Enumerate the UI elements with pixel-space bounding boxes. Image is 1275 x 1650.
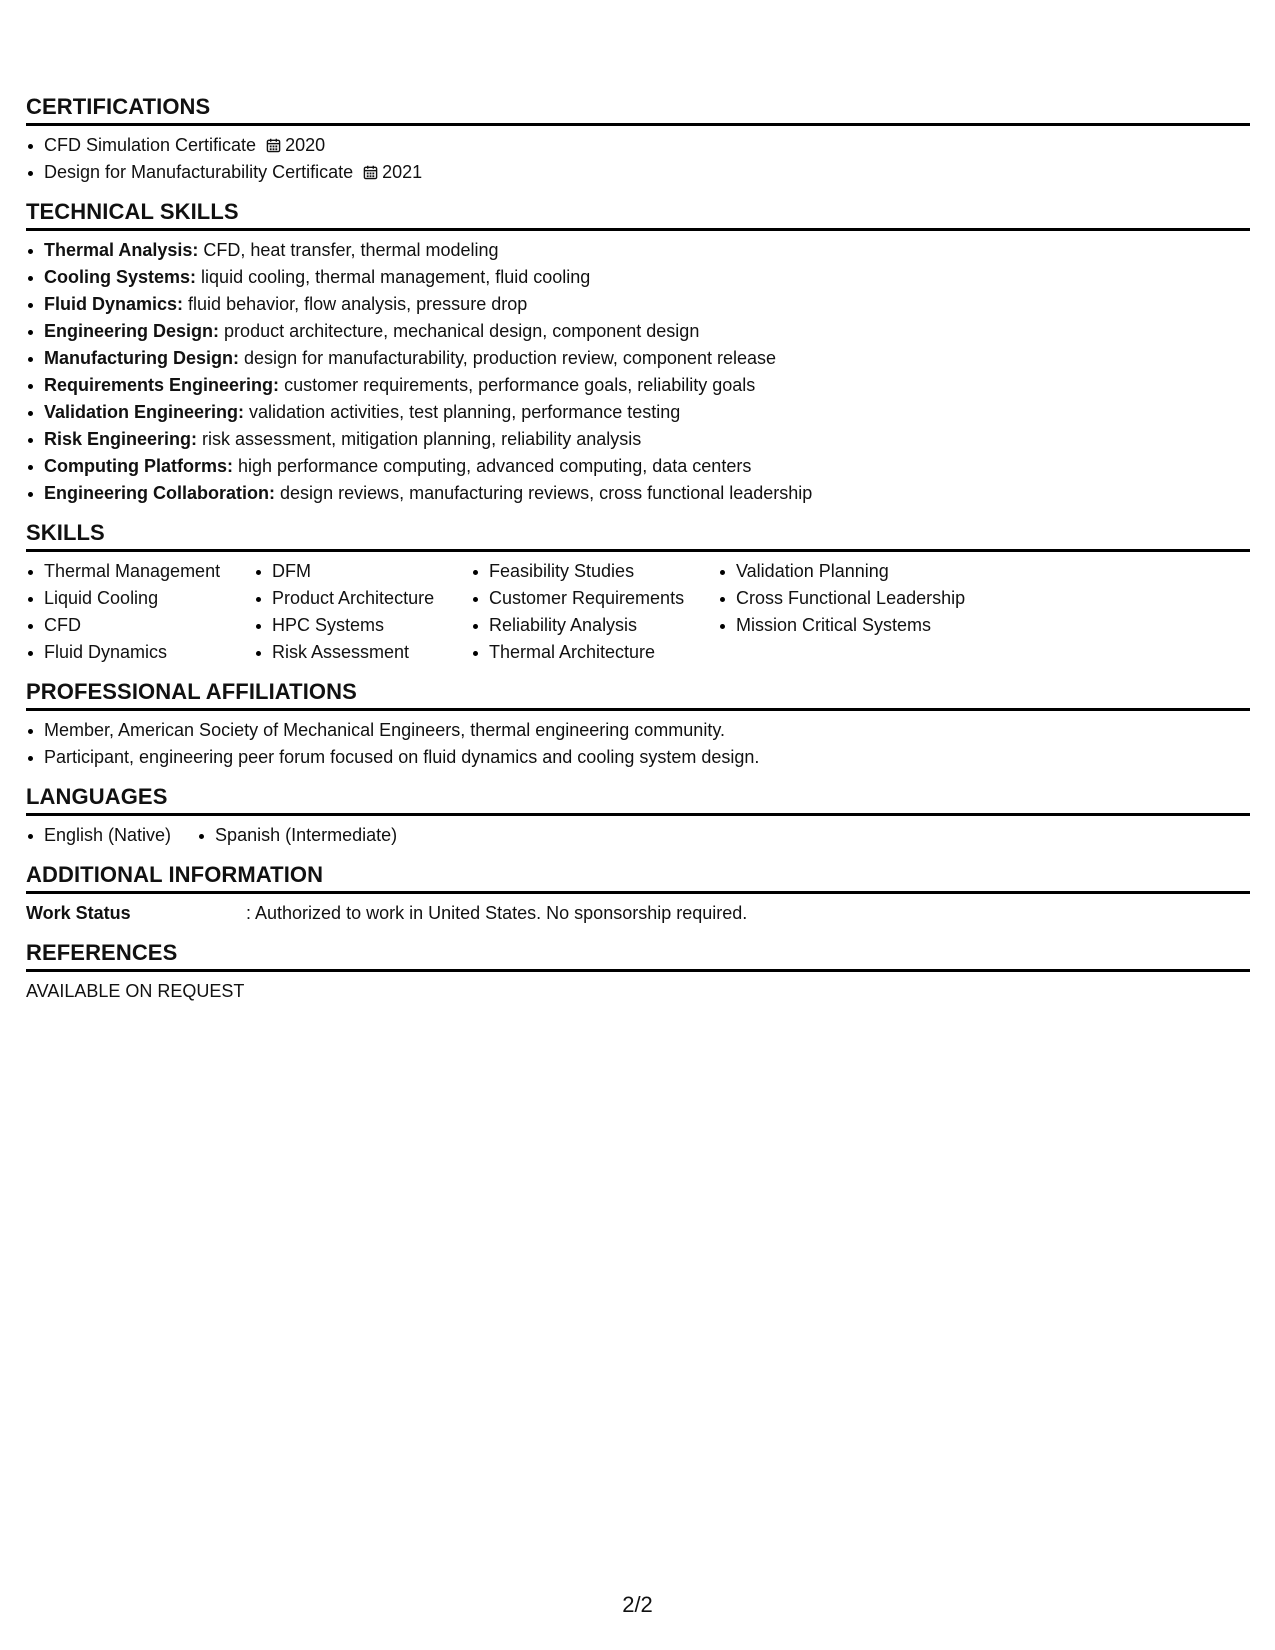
section-gap bbox=[26, 927, 1250, 940]
list-item: English (Native) bbox=[26, 822, 171, 849]
list-item: DFM bbox=[254, 558, 471, 585]
list-item: Thermal Architecture bbox=[471, 639, 718, 666]
page-number: 2/2 bbox=[622, 1592, 653, 1617]
skill-label: Risk Engineering: bbox=[44, 429, 198, 449]
section-title: TECHNICAL SKILLS bbox=[26, 199, 1250, 231]
section-gap bbox=[26, 771, 1250, 784]
list-item: Spanish (Intermediate) bbox=[197, 822, 397, 849]
skills-column bbox=[26, 558, 254, 666]
skills-column bbox=[254, 558, 471, 666]
skill-label: Validation Engineering: bbox=[44, 402, 245, 422]
technical-skills-section bbox=[26, 199, 1250, 507]
list-item: Cross Functional Leadership bbox=[718, 585, 1018, 612]
languages-row bbox=[26, 816, 1250, 849]
references-text: AVAILABLE ON REQUEST bbox=[26, 981, 245, 1001]
skill-label: Thermal Analysis: bbox=[44, 240, 199, 260]
list-item bbox=[26, 453, 1250, 480]
list-item: Feasibility Studies bbox=[471, 558, 718, 585]
list-item bbox=[26, 480, 1250, 507]
section-gap bbox=[26, 507, 1250, 520]
skill-label: Fluid Dynamics: bbox=[44, 294, 184, 314]
work-status-label: Work Status bbox=[26, 903, 131, 923]
skills-grid bbox=[26, 552, 1250, 666]
affiliations-list bbox=[26, 711, 1250, 771]
list-item: Validation Planning bbox=[718, 558, 1018, 585]
list-item: HPC Systems bbox=[254, 612, 471, 639]
references-section bbox=[26, 940, 1250, 1005]
list-item bbox=[26, 399, 1250, 426]
skill-label: Engineering Collaboration: bbox=[44, 483, 276, 503]
list-item: Customer Requirements bbox=[471, 585, 718, 612]
list-item bbox=[26, 132, 1250, 159]
calendar-icon bbox=[363, 165, 378, 180]
list-item: Fluid Dynamics bbox=[26, 639, 254, 666]
certifications-section bbox=[26, 94, 1250, 186]
list-item bbox=[26, 318, 1250, 345]
skill-text: liquid cooling, thermal management, fluid cooling bbox=[201, 267, 591, 287]
section-gap bbox=[26, 666, 1250, 679]
languages-list bbox=[26, 822, 423, 849]
calendar-icon bbox=[266, 138, 281, 153]
skills-column bbox=[471, 558, 718, 666]
skill-text: customer requirements, performance goals, reliability goals bbox=[284, 375, 756, 395]
skills-column bbox=[718, 558, 1018, 666]
list-item bbox=[26, 237, 1250, 264]
skill-text: high performance computing, advanced computing, data centers bbox=[238, 456, 752, 476]
list-item: Risk Assessment bbox=[254, 639, 471, 666]
certifications-list bbox=[26, 126, 1250, 186]
section-title: ADDITIONAL INFORMATION bbox=[26, 862, 1250, 894]
skill-text: validation activities, test planning, performance testing bbox=[249, 402, 681, 422]
certification-year: 2020 bbox=[285, 135, 326, 155]
skill-text: design for manufacturability, production review, component release bbox=[244, 348, 776, 368]
list-item bbox=[26, 426, 1250, 453]
section-gap bbox=[26, 849, 1250, 862]
skill-label: Computing Platforms: bbox=[44, 456, 233, 476]
skills-section bbox=[26, 520, 1250, 666]
skill-text: design reviews, manufacturing reviews, cross functional leadership bbox=[280, 483, 813, 503]
skill-text: risk assessment, mitigation planning, reliability analysis bbox=[202, 429, 642, 449]
skill-text: fluid behavior, flow analysis, pressure drop bbox=[188, 294, 528, 314]
certification-name: Design for Manufacturability Certificate bbox=[44, 162, 354, 182]
skill-label: Cooling Systems: bbox=[44, 267, 197, 287]
skill-label: Requirements Engineering: bbox=[44, 375, 280, 395]
section-gap bbox=[26, 186, 1250, 199]
certification-name: CFD Simulation Certificate bbox=[44, 135, 257, 155]
skill-text: product architecture, mechanical design, component design bbox=[224, 321, 700, 341]
section-title: SKILLS bbox=[26, 520, 1250, 552]
section-title: CERTIFICATIONS bbox=[26, 94, 1250, 126]
list-item: Liquid Cooling bbox=[26, 585, 254, 612]
list-item bbox=[26, 264, 1250, 291]
list-item bbox=[26, 159, 1250, 186]
work-status-value: : Authorized to work in United States. No sponsorship required. bbox=[246, 903, 748, 923]
languages-section bbox=[26, 784, 1250, 849]
list-item: Thermal Management bbox=[26, 558, 254, 585]
list-item bbox=[26, 372, 1250, 399]
technical-skills-list bbox=[26, 231, 1250, 507]
skill-label: Engineering Design: bbox=[44, 321, 220, 341]
list-item: Mission Critical Systems bbox=[718, 612, 1018, 639]
affiliations-section bbox=[26, 679, 1250, 771]
section-title: LANGUAGES bbox=[26, 784, 1250, 816]
list-item bbox=[26, 345, 1250, 372]
list-item: Product Architecture bbox=[254, 585, 471, 612]
skill-text: CFD, heat transfer, thermal modeling bbox=[203, 240, 499, 260]
list-item: Reliability Analysis bbox=[471, 612, 718, 639]
section-title: REFERENCES bbox=[26, 940, 1250, 972]
resume-page bbox=[26, 94, 1250, 1005]
list-item: Participant, engineering peer forum focused on fluid dynamics and cooling system design. bbox=[26, 744, 1250, 771]
certification-year: 2021 bbox=[382, 162, 423, 182]
work-status-row bbox=[26, 894, 1250, 927]
list-item bbox=[26, 291, 1250, 318]
additional-info-section bbox=[26, 862, 1250, 927]
section-title: PROFESSIONAL AFFILIATIONS bbox=[26, 679, 1250, 711]
skill-label: Manufacturing Design: bbox=[44, 348, 240, 368]
list-item: CFD bbox=[26, 612, 254, 639]
list-item: Member, American Society of Mechanical Engineers, thermal engineering community. bbox=[26, 717, 1250, 744]
